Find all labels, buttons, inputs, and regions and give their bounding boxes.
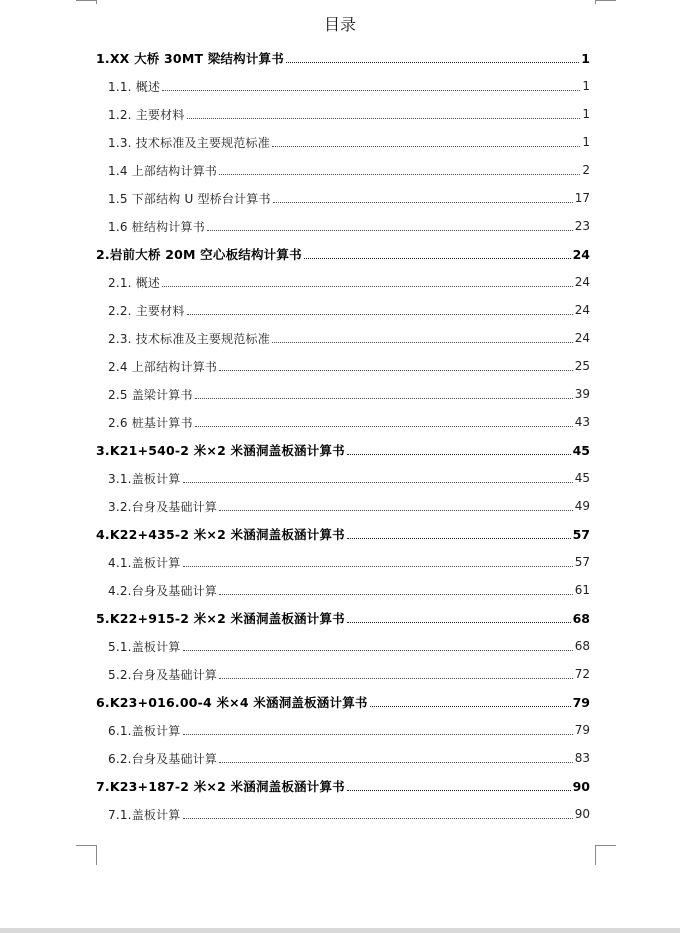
toc-entry-page-number: 45 xyxy=(572,442,590,458)
toc-leader-dots xyxy=(183,817,573,819)
toc-entry-section[interactable] xyxy=(96,380,590,408)
page-title: 目录 xyxy=(323,15,356,34)
crop-mark-top-right-h xyxy=(596,0,616,1)
toc-entry-label: 6.2.台身及基础计算 xyxy=(108,751,218,766)
toc-entry-label: 1.6 桩结构计算书 xyxy=(108,219,205,234)
toc-leader-dots xyxy=(272,341,573,343)
toc-entry-section[interactable] xyxy=(96,72,590,100)
toc-entry-chapter[interactable] xyxy=(96,520,590,548)
toc-entry-page-number: 90 xyxy=(572,778,590,794)
toc-leader-dots xyxy=(195,425,573,427)
toc-entry-page-number: 1 xyxy=(582,79,590,93)
toc-entry-page-number: 23 xyxy=(574,219,590,233)
toc-leader-dots xyxy=(219,761,573,763)
toc-entry-page-number: 1 xyxy=(582,135,590,149)
toc-leader-dots xyxy=(187,117,581,119)
toc-entry-label: 2.2. 主要材料 xyxy=(108,303,185,318)
toc-entry-label: 4.2.台身及基础计算 xyxy=(108,583,218,598)
toc-entry-page-number: 24 xyxy=(574,303,590,317)
toc-entry-section[interactable] xyxy=(96,576,590,604)
toc-leader-dots xyxy=(219,677,573,679)
toc-entry-section[interactable] xyxy=(96,128,590,156)
toc-entry-page-number: 79 xyxy=(572,694,590,710)
toc-leader-dots xyxy=(183,649,573,651)
toc-entry-chapter[interactable] xyxy=(96,772,590,800)
toc-entry-label: 3.2.台身及基础计算 xyxy=(108,499,218,514)
toc-leader-dots xyxy=(273,201,573,203)
toc-entry-label: 2.5 盖梁计算书 xyxy=(108,387,193,402)
toc-leader-dots xyxy=(347,453,571,455)
toc-entry-label: 2.6 桩基计算书 xyxy=(108,415,193,430)
toc-leader-dots xyxy=(347,537,571,539)
toc-entry-section[interactable] xyxy=(96,548,590,576)
toc-entry-page-number: 83 xyxy=(574,751,590,765)
toc-entry-label: 7.K23+187-2 米×2 米涵洞盖板涵计算书 xyxy=(96,779,345,794)
toc-entry-label: 1.5 下部结构 U 型桥台计算书 xyxy=(108,191,271,206)
toc-entry-section[interactable] xyxy=(96,296,590,324)
toc-leader-dots xyxy=(183,481,573,483)
toc-entry-label: 1.XX 大桥 30MT 梁结构计算书 xyxy=(96,51,284,66)
table-of-contents xyxy=(96,44,590,828)
toc-entry-chapter[interactable] xyxy=(96,240,590,268)
crop-mark-top-left-h xyxy=(76,0,96,1)
toc-entry-page-number: 2 xyxy=(582,163,590,177)
toc-entry-section[interactable] xyxy=(96,212,590,240)
toc-entry-section[interactable] xyxy=(96,324,590,352)
toc-entry-chapter[interactable] xyxy=(96,604,590,632)
toc-entry-page-number: 57 xyxy=(574,555,590,569)
toc-leader-dots xyxy=(162,285,573,287)
toc-entry-section[interactable] xyxy=(96,716,590,744)
crop-mark-bottom-right-h xyxy=(596,845,616,846)
toc-entry-page-number: 68 xyxy=(572,610,590,626)
toc-entry-section[interactable] xyxy=(96,492,590,520)
toc-leader-dots xyxy=(286,61,579,63)
toc-entry-label: 4.1.盖板计算 xyxy=(108,555,181,570)
toc-entry-label: 6.1.盖板计算 xyxy=(108,723,181,738)
toc-entry-label: 2.3. 技术标准及主要规范标准 xyxy=(108,331,270,346)
crop-mark-top-right-v xyxy=(595,0,596,4)
toc-entry-page-number: 49 xyxy=(574,499,590,513)
toc-entry-page-number: 43 xyxy=(574,415,590,429)
crop-mark-bottom-right-v xyxy=(595,845,596,865)
toc-entry-label: 1.2. 主要材料 xyxy=(108,107,185,122)
toc-entry-page-number: 57 xyxy=(572,526,590,542)
toc-entry-label: 5.K22+915-2 米×2 米涵洞盖板涵计算书 xyxy=(96,611,345,626)
toc-entry-page-number: 68 xyxy=(574,639,590,653)
toc-entry-label: 1.3. 技术标准及主要规范标准 xyxy=(108,135,270,150)
toc-entry-page-number: 1 xyxy=(582,107,590,121)
toc-entry-chapter[interactable] xyxy=(96,436,590,464)
toc-leader-dots xyxy=(219,173,580,175)
toc-entry-page-number: 39 xyxy=(574,387,590,401)
toc-entry-label: 4.K22+435-2 米×2 米涵洞盖板涵计算书 xyxy=(96,527,345,542)
crop-mark-bottom-left-v xyxy=(96,845,97,865)
toc-entry-label: 2.1. 概述 xyxy=(108,275,161,290)
toc-leader-dots xyxy=(304,257,571,259)
toc-entry-section[interactable] xyxy=(96,660,590,688)
toc-entry-section[interactable] xyxy=(96,464,590,492)
toc-entry-label: 1.1. 概述 xyxy=(108,79,161,94)
toc-entry-page-number: 72 xyxy=(574,667,590,681)
toc-leader-dots xyxy=(219,509,573,511)
crop-mark-bottom-left-h xyxy=(76,845,96,846)
page-bottom-edge xyxy=(0,928,680,933)
toc-entry-page-number: 24 xyxy=(574,275,590,289)
toc-entry-page-number: 61 xyxy=(574,583,590,597)
toc-entry-page-number: 79 xyxy=(574,723,590,737)
toc-entry-label: 3.K21+540-2 米×2 米涵洞盖板涵计算书 xyxy=(96,443,345,458)
toc-leader-dots xyxy=(272,145,580,147)
toc-leader-dots xyxy=(347,789,571,791)
toc-entry-page-number: 25 xyxy=(574,359,590,373)
toc-entry-label: 6.K23+016.00-4 米×4 米涵洞盖板涵计算书 xyxy=(96,695,368,710)
toc-entry-label: 3.1.盖板计算 xyxy=(108,471,181,486)
toc-leader-dots xyxy=(183,565,573,567)
toc-leader-dots xyxy=(183,733,573,735)
toc-leader-dots xyxy=(347,621,571,623)
toc-entry-section[interactable] xyxy=(96,184,590,212)
toc-entry-label: 5.2.台身及基础计算 xyxy=(108,667,218,682)
toc-entry-label: 1.4 上部结构计算书 xyxy=(108,163,218,178)
toc-entry-label: 2.岩前大桥 20M 空心板结构计算书 xyxy=(96,247,302,262)
toc-entry-section[interactable] xyxy=(96,800,590,828)
toc-leader-dots xyxy=(207,229,573,231)
toc-entry-page-number: 1 xyxy=(581,50,590,66)
toc-entry-section[interactable] xyxy=(96,268,590,296)
toc-leader-dots xyxy=(195,397,573,399)
toc-entry-page-number: 45 xyxy=(574,471,590,485)
toc-entry-section[interactable] xyxy=(96,632,590,660)
toc-entry-section[interactable] xyxy=(96,156,590,184)
toc-entry-label: 5.1.盖板计算 xyxy=(108,639,181,654)
toc-entry-section[interactable] xyxy=(96,352,590,380)
toc-entry-chapter[interactable] xyxy=(96,44,590,72)
toc-entry-label: 2.4 上部结构计算书 xyxy=(108,359,218,374)
toc-entry-page-number: 90 xyxy=(574,807,590,821)
toc-entry-chapter[interactable] xyxy=(96,688,590,716)
toc-entry-label: 7.1.盖板计算 xyxy=(108,807,181,822)
toc-entry-section[interactable] xyxy=(96,408,590,436)
toc-entry-page-number: 24 xyxy=(572,246,590,262)
toc-leader-dots xyxy=(162,89,580,91)
toc-leader-dots xyxy=(219,369,573,371)
toc-entry-section[interactable] xyxy=(96,100,590,128)
toc-entry-section[interactable] xyxy=(96,744,590,772)
toc-leader-dots xyxy=(370,705,571,707)
toc-entry-page-number: 17 xyxy=(574,191,590,205)
toc-leader-dots xyxy=(219,593,573,595)
toc-entry-page-number: 24 xyxy=(574,331,590,345)
crop-mark-top-left-v xyxy=(96,0,97,4)
toc-leader-dots xyxy=(187,313,573,315)
